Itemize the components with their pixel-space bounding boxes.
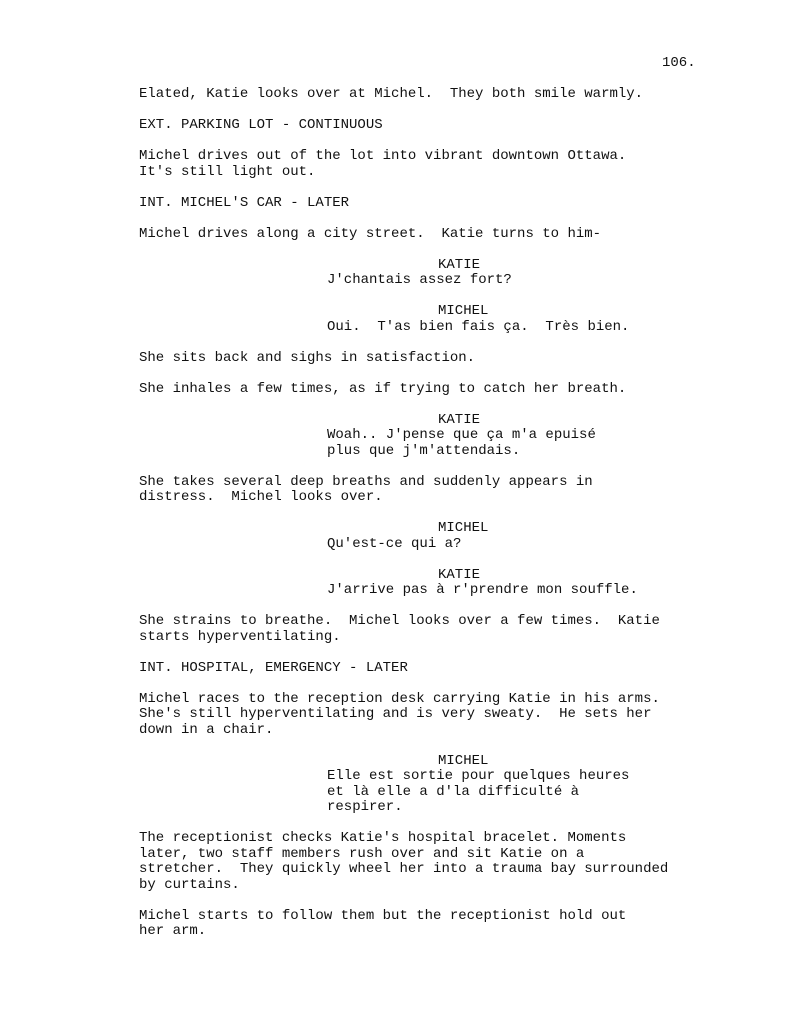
dialogue-line: respirer. <box>327 799 403 815</box>
action-line: Michel starts to follow them but the receptionist hold out <box>139 907 627 924</box>
page-number: 106. <box>662 55 696 71</box>
action-line: her arm. <box>139 923 207 939</box>
character-name: KATIE <box>438 411 481 428</box>
action-line: She inhales a few times, as if trying to catch her breath. <box>139 380 627 397</box>
action-line: Michel drives out of the lot into vibrant downtown Ottawa. <box>139 148 627 164</box>
scene-heading-line: INT. HOSPITAL, EMERGENCY - LATER <box>139 659 408 676</box>
action-line: by curtains. <box>139 876 240 893</box>
dialogue-line: plus que j'm'attendais. <box>327 442 521 459</box>
action-line: Elated, Katie looks over at Michel. They both smile warmly. <box>139 86 644 102</box>
character-name: MICHEL <box>438 303 489 319</box>
character-name: KATIE <box>438 256 481 273</box>
action-line: It's still light out. <box>139 163 316 180</box>
action-block <box>139 227 739 243</box>
scene-heading <box>139 661 739 677</box>
dialogue-line: J'arrive pas à r'prendre mon souffle. <box>327 582 638 598</box>
action-line: down in a chair. <box>139 721 274 738</box>
action-line: distress. Michel looks over. <box>139 489 383 505</box>
action-line: The receptionist checks Katie's hospital bracelet. Moments <box>139 830 627 846</box>
dialogue-block <box>233 304 739 335</box>
action-block <box>139 831 739 893</box>
action-line: She takes several deep breaths and suddenly appears in <box>139 473 593 490</box>
action-line: stretcher. They quickly wheel her into a trauma bay surrounded <box>139 861 669 877</box>
dialogue-line: Elle est sortie pour quelques heures <box>327 768 630 784</box>
scene-heading-line: EXT. PARKING LOT - CONTINUOUS <box>139 117 383 133</box>
character-name: MICHEL <box>438 752 489 769</box>
dialogue-line: J'chantais assez fort? <box>327 272 512 288</box>
action-block <box>139 149 739 180</box>
action-block <box>139 475 739 506</box>
scene-heading-line: INT. MICHEL'S CAR - LATER <box>139 194 350 211</box>
action-line: Michel races to the reception desk carrying Katie in his arms. <box>139 690 660 707</box>
action-block <box>139 87 739 103</box>
action-line: later, two staff members rush over and sit Katie on a <box>139 845 585 862</box>
dialogue-line: Woah.. J'pense que ça m'a epuisé <box>327 427 596 443</box>
action-block <box>139 351 739 367</box>
action-line: starts hyperventilating. <box>139 628 341 645</box>
action-block <box>139 909 739 940</box>
scene-heading <box>139 118 739 134</box>
character-name: KATIE <box>438 566 481 583</box>
scene-heading <box>139 196 739 212</box>
script-body <box>139 87 739 955</box>
character-name: MICHEL <box>438 520 489 536</box>
action-line: She sits back and sighs in satisfaction. <box>139 349 476 366</box>
dialogue-line: Oui. T'as bien fais ça. Très bien. <box>327 318 630 335</box>
action-line: She strains to breathe. Michel looks over a few times. Katie <box>139 613 660 629</box>
dialogue-block <box>233 568 739 599</box>
dialogue-block <box>233 754 739 816</box>
dialogue-line: et là elle a d'la difficulté à <box>327 783 580 800</box>
dialogue-block <box>233 413 739 460</box>
dialogue-line: Qu'est-ce qui a? <box>327 535 462 552</box>
action-block <box>139 692 739 739</box>
dialogue-block <box>233 258 739 289</box>
action-block <box>139 382 739 398</box>
action-block <box>139 614 739 645</box>
action-line: Michel drives along a city street. Katie turns to him- <box>139 225 602 242</box>
action-line: She's still hyperventilating and is very sweaty. He sets her <box>139 706 652 722</box>
dialogue-block <box>233 521 739 552</box>
